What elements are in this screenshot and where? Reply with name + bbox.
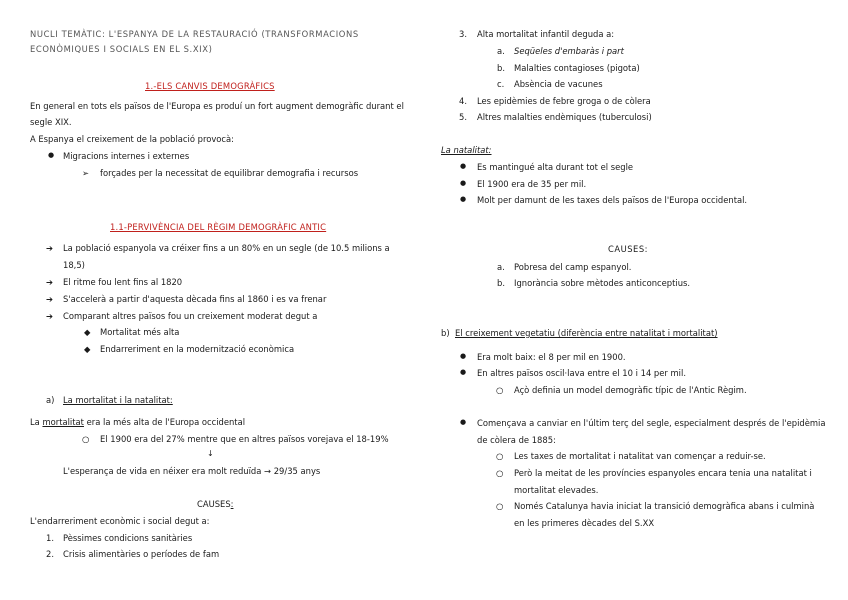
- b-bullet1: Era molt baix: el 8 per mil en 1900.: [477, 352, 626, 362]
- arrow1-line1: La població espanyola va créixer fins a un 80% en un segle (de 10.5 milions a: [63, 243, 390, 253]
- right-arrow-icon: ➔: [46, 294, 54, 304]
- bullet-migrations: Migracions internes i externes: [63, 151, 190, 161]
- causes-label: CAUSES: [197, 499, 231, 509]
- chevron-arrow-icon: ➢: [82, 168, 90, 178]
- right-arrow-icon: ➔: [46, 243, 54, 253]
- disc-bullet-icon: ●: [460, 418, 467, 426]
- disc-bullet-icon: ●: [460, 179, 467, 187]
- c1-line1: Començava a canviar en l'últim terç del segle, especialment després de l'epidèmia: [477, 418, 826, 428]
- circle-bullet-icon: ○: [496, 385, 504, 395]
- doc-header-line1: NUCLI TEMÀTIC: L'ESPANYA DE LA RESTAURACIÓ (TRANSFORMACIONS: [30, 29, 359, 39]
- causes-colon: :: [230, 499, 234, 509]
- item3-text: Alta mortalitat infantil deguda a:: [477, 29, 615, 39]
- circle-bullet-icon: ○: [496, 468, 504, 478]
- diamond-icon: ◆: [84, 327, 91, 337]
- item3c-text: Absència de vacunes: [514, 79, 603, 89]
- item5-text: Altres malalties endèmiques (tuberculosi): [477, 112, 652, 122]
- c1-sub3-line1: Només Catalunya havia iniciat la transició demogràfica abans i culminà: [514, 501, 815, 511]
- cause2-text: Crisis alimentàries o períodes de fam: [63, 549, 220, 559]
- doc-header-line2: ECONÒMIQUES I SOCIALS EN EL S.XIX): [30, 44, 213, 54]
- mort-suffix: era la més alta de l'Europa occidental: [83, 417, 246, 427]
- natalitat-title: La natalitat:: [441, 145, 492, 155]
- cause2a-text: Pobresa del camp espanyol.: [514, 262, 632, 272]
- mortalitat-line: [30, 418, 245, 426]
- mort-sub-text: El 1900 era del 27% mentre que en altres països vorejava el 18-19%: [100, 434, 389, 444]
- sub-a-title: La mortalitat i la natalitat:: [63, 395, 173, 405]
- item3a-text: Seqüeles d'embaràs i part: [514, 46, 624, 56]
- sub-arrow-text: forçades per la necessitat de equilibrar demografia i recursos: [100, 168, 359, 178]
- cause1-text: Pèssimes condicions sanitàries: [63, 533, 193, 543]
- arrow2-text: El ritme fou lent fins al 1820: [63, 277, 183, 287]
- b-bullet2: En altres països oscil·lava entre el 10 i 14 per mil.: [477, 368, 686, 378]
- intro-line2: segle XIX.: [30, 117, 72, 127]
- sub-b-title: El creixement vegetatiu (diferència entre natalitat i mortalitat): [455, 328, 718, 338]
- c1-sub2-line1: Però la meitat de les províncies espanyoles encara tenia una natalitat i: [514, 468, 812, 478]
- item3a-letter: a.: [497, 46, 505, 56]
- c1-sub1: Les taxes de mortalitat i natalitat van començar a reduir-se.: [514, 451, 766, 461]
- diamond1-text: Mortalitat més alta: [100, 327, 180, 337]
- esperanza-text: L'esperança de vida en néixer era molt reduïda → 29/35 anys: [63, 466, 321, 476]
- item4-number: 4.: [459, 96, 467, 106]
- circle-bullet-icon: ○: [82, 434, 90, 444]
- section11-title: 1.1-PERVIVÈNCIA DEL RÈGIM DEMOGRÀFIC ANTIC: [110, 222, 327, 232]
- sub-b-label: b): [441, 328, 450, 338]
- b-bullet2-sub: Açò definia un model demogràfic típic de l'Antic Règim.: [514, 385, 747, 395]
- c1-line2: de còlera de 1885:: [477, 435, 556, 445]
- diamond2-text: Endarreriment en la modernització econòmica: [100, 344, 295, 354]
- cause2-number: 2.: [46, 549, 54, 559]
- natalitat-bullet2: El 1900 era de 35 per mil.: [477, 179, 587, 189]
- arrow1-line2: 18,5): [63, 260, 85, 270]
- c1-sub2-line2: mortalitat elevades.: [514, 485, 599, 495]
- right-arrow-icon: ➔: [46, 277, 54, 287]
- right-arrow-icon: ➔: [46, 311, 54, 321]
- disc-bullet-icon: ●: [460, 368, 467, 376]
- disc-bullet-icon: ●: [460, 195, 467, 203]
- c1-sub3-line2: en les primeres dècades del S.XX: [514, 518, 655, 528]
- sub-a-label: a): [46, 395, 55, 405]
- cause1-number: 1.: [46, 533, 54, 543]
- item4-text: Les epidèmies de febre groga o de còlera: [477, 96, 651, 106]
- item3c-letter: c.: [497, 79, 505, 89]
- disc-bullet-icon: ●: [460, 352, 467, 360]
- mort-prefix: La: [30, 417, 43, 427]
- natalitat-bullet1: Es mantingué alta durant tot el segle: [477, 162, 634, 172]
- circle-bullet-icon: ○: [496, 501, 504, 511]
- cause2a-letter: a.: [497, 262, 505, 272]
- natalitat-bullet3: Molt per damunt de les taxes dels països de l'Europa occidental.: [477, 195, 748, 205]
- cause2b-letter: b.: [497, 278, 505, 288]
- endarreriment-text: L'endarreriment econòmic i social degut a:: [30, 516, 210, 526]
- item5-number: 5.: [459, 112, 467, 122]
- item3b-text: Malalties contagioses (pigota): [514, 63, 640, 73]
- item3-number: 3.: [459, 29, 467, 39]
- causes-heading: [197, 500, 233, 508]
- item3b-letter: b.: [497, 63, 505, 73]
- diamond-icon: ◆: [84, 344, 91, 354]
- disc-bullet-icon: ●: [460, 162, 467, 170]
- arrow3-text: S'accelerà a partir d'aquesta dècada fins al 1860 i es va frenar: [63, 294, 327, 304]
- causes2-heading: CAUSES:: [608, 244, 648, 254]
- spain-line: A Espanya el creixement de la població provocà:: [30, 134, 234, 144]
- arrow4-text: Comparant altres països fou un creixement moderat degut a: [63, 311, 318, 321]
- section1-title: 1.-ELS CANVIS DEMOGRÀFICS: [145, 81, 275, 91]
- cause2b-text: Ignorància sobre mètodes anticonceptius.: [514, 278, 691, 288]
- down-arrow-icon: ↓: [207, 449, 214, 458]
- mort-word: mortalitat: [42, 417, 84, 427]
- disc-bullet-icon: ●: [48, 151, 55, 159]
- intro-line1: En general en tots els països de l'Europa es produí un fort augment demogràfic durant el: [30, 101, 404, 111]
- circle-bullet-icon: ○: [496, 451, 504, 461]
